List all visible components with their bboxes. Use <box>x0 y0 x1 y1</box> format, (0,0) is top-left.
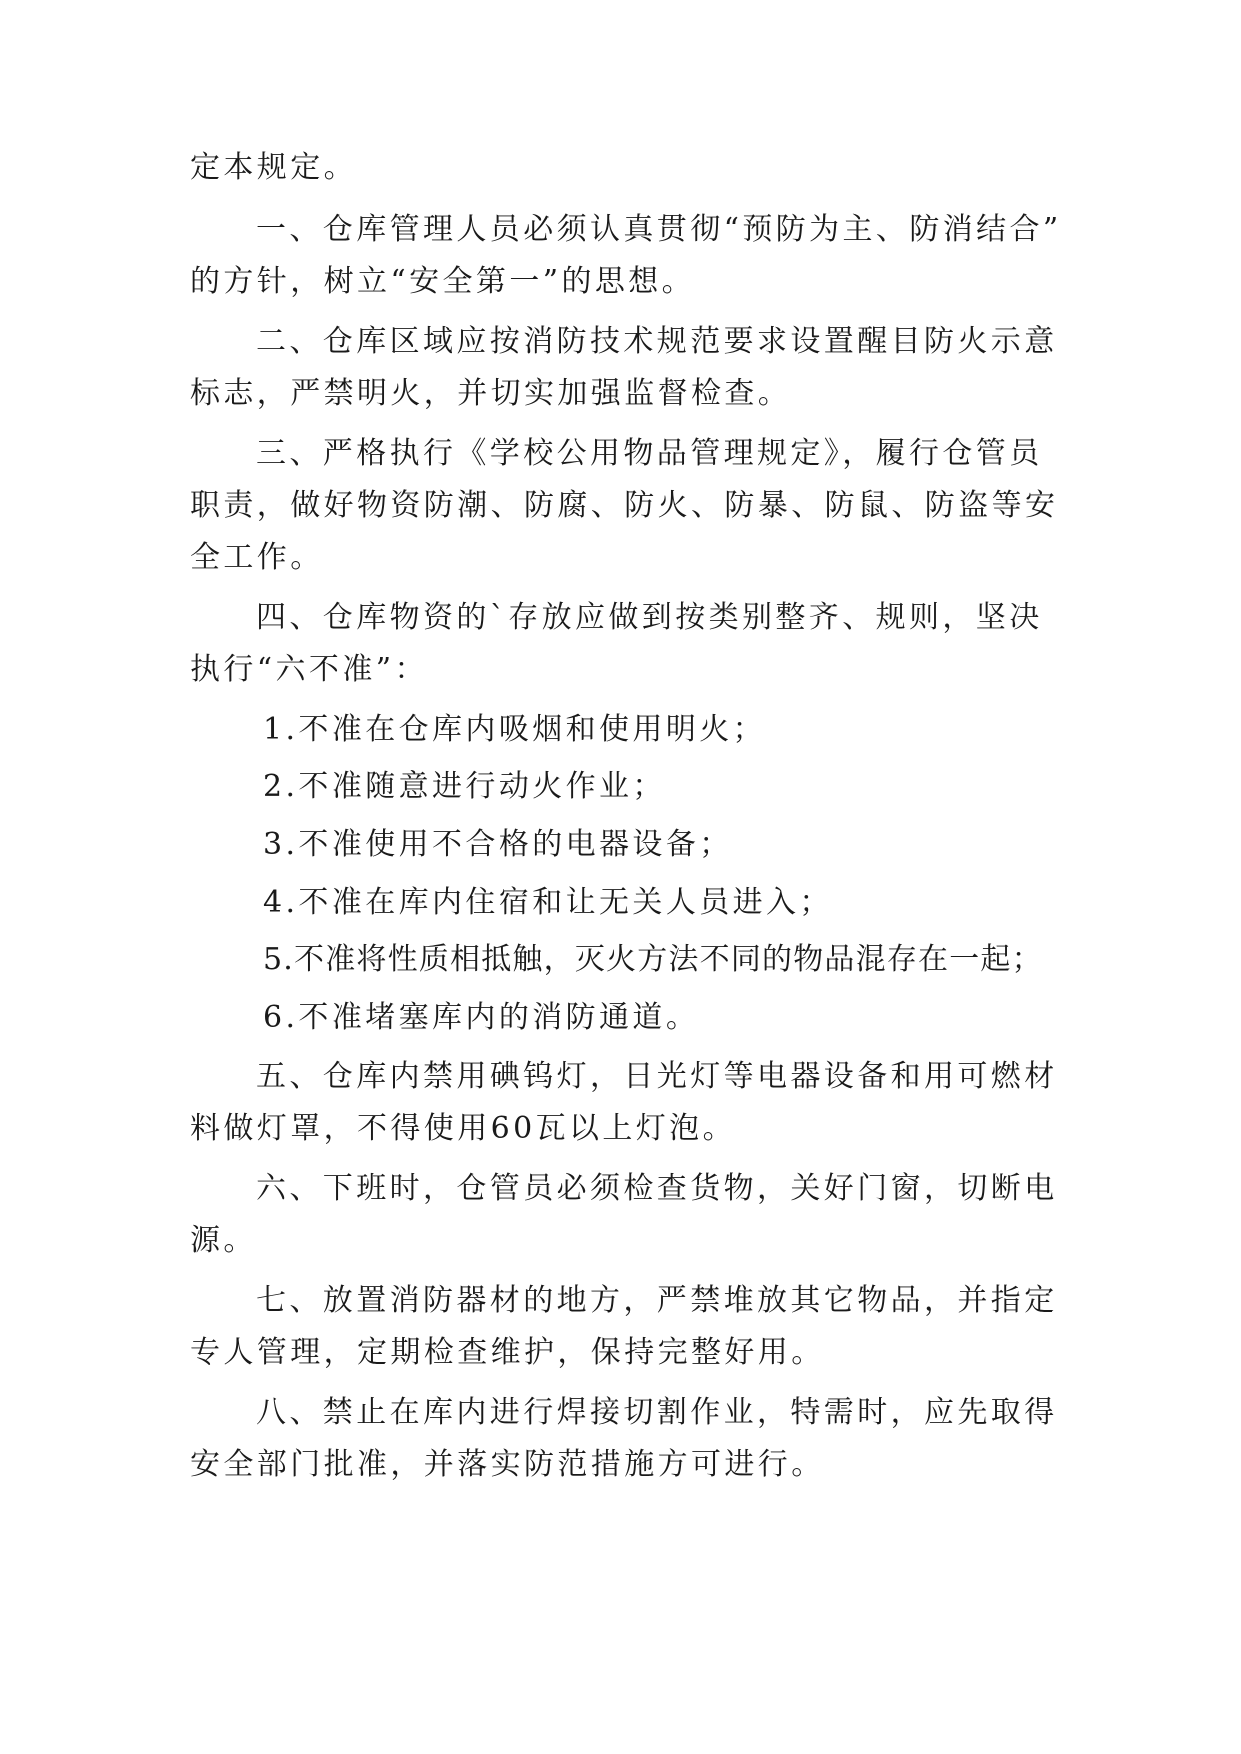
paragraph-3-line-3: 全工作。 <box>190 540 324 575</box>
paragraph-4-line-2: 执行“六不准”： <box>190 652 428 687</box>
list-item: 3.不准使用不合格的电器设备； <box>263 827 733 862</box>
paragraph-4-line-1: 四、仓库物资的`存放应做到按类别整齐、规则，坚决 <box>256 600 1043 635</box>
paragraph-6-line-1: 六、下班时，仓管员必须检查货物，关好门窗，切断电 <box>256 1171 1058 1206</box>
list-item: 6.不准堵塞库内的消防通道。 <box>263 1000 700 1035</box>
paragraph-1-line-1: 一、仓库管理人员必须认真贯彻“预防为主、防消结合” <box>256 212 1062 247</box>
list-item: 1.不准在仓库内吸烟和使用明火； <box>263 712 767 747</box>
paragraph-5-line-1: 五、仓库内禁用碘钨灯，日光灯等电器设备和用可燃材 <box>256 1059 1058 1094</box>
paragraph-2-line-2: 标志，严禁明火，并切实加强监督检查。 <box>190 376 792 411</box>
list-item: 5.不准将性质相抵触，灭火方法不同的物品混存在一起； <box>263 942 1043 977</box>
paragraph-1-line-2: 的方针，树立“安全第一”的思想。 <box>190 264 696 299</box>
paragraph-5-line-2: 料做灯罩，不得使用60瓦以上灯泡。 <box>190 1111 736 1146</box>
paragraph-8-line-1: 八、禁止在库内进行焊接切割作业，特需时，应先取得 <box>256 1395 1058 1430</box>
list-item: 2.不准随意进行动火作业； <box>263 769 666 804</box>
paragraph-6-line-2: 源。 <box>190 1223 257 1258</box>
text-line: 定本规定。 <box>190 150 357 185</box>
paragraph-2-line-1: 二、仓库区域应按消防技术规范要求设置醒目防火示意 <box>256 324 1058 359</box>
paragraph-7-line-2: 专人管理，定期检查维护，保持完整好用。 <box>190 1335 825 1370</box>
list-item: 4.不准在库内住宿和让无关人员进入； <box>263 885 833 920</box>
paragraph-3-line-2: 职责，做好物资防潮、防腐、防火、防暴、防鼠、防盗等安 <box>190 488 1059 523</box>
paragraph-3-line-1: 三、严格执行《学校公用物品管理规定》，履行仓管员 <box>256 436 1043 471</box>
paragraph-8-line-2: 安全部门批准，并落实防范措施方可进行。 <box>190 1447 825 1482</box>
paragraph-7-line-1: 七、放置消防器材的地方，严禁堆放其它物品，并指定 <box>256 1283 1058 1318</box>
